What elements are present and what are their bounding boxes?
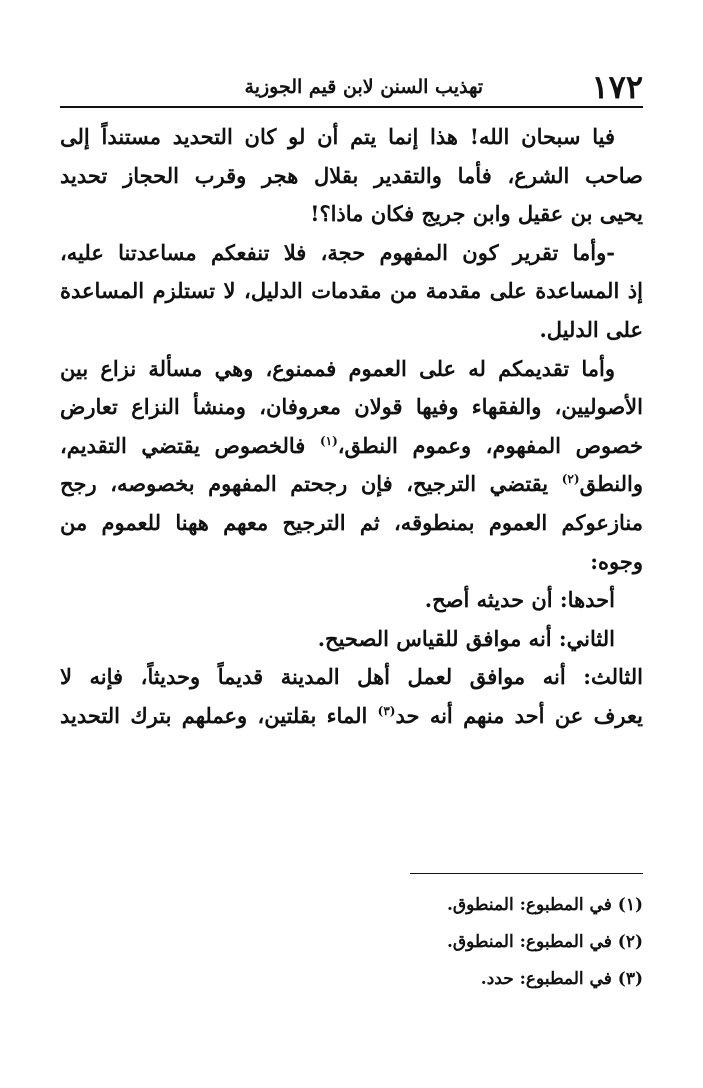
footnote-ref-3[interactable]: (٣) [377, 703, 396, 718]
text-segment: يعرف عن أحد منهم أنه حد [395, 702, 643, 728]
text-line: فيا سبحان الله! هذا إنما يتم أن لو كان التحديد مستنداً إلى [60, 124, 615, 149]
paragraph-1 [60, 118, 643, 234]
body-text [60, 118, 643, 736]
text-line: أحدها: أن حديثه أصح. [424, 587, 615, 613]
text-segment: والنطق [579, 471, 644, 497]
text-line: -وأما تقرير كون المفهوم حجة، فلا تنفعكم مساعدتنا عليه، [60, 239, 615, 265]
paragraph-6 [60, 658, 643, 735]
footnote-divider [410, 873, 643, 874]
text-line [60, 465, 643, 504]
text-segment: خصوص المفهوم، وعموم النطق، [337, 432, 644, 458]
text-line: منازعوكم العموم بمنطوقه، ثم الترجيح معهم ههنا للعموم من [60, 509, 643, 535]
footnote-2: (٢) في المطبوع: المنطوق. [447, 932, 643, 952]
paragraph-5 [60, 620, 643, 659]
text-line: وجوه: [590, 548, 643, 574]
text-line: الأصوليين، والفقهاء وفيها قولان معروفان، ومنشأ النزاع تعارض [60, 394, 643, 420]
footnote-ref-2[interactable]: (٢) [561, 472, 580, 487]
footnote-ref-1[interactable]: (١) [319, 433, 338, 448]
text-segment: فالخصوص يقتضي التقديم، [60, 432, 306, 458]
text-line: الثاني: أنه موافق للقياس الصحيح. [317, 625, 615, 651]
paragraph-2 [60, 234, 643, 350]
text-line: يحيى بن عقيل وابن جريج فكان ماذا؟! [310, 201, 643, 227]
text-line [60, 427, 643, 466]
paragraph-4 [60, 581, 643, 620]
text-line [60, 697, 643, 736]
text-segment: الماء بقلتين، وعملهم بترك التحديد [60, 702, 368, 728]
text-line: وأما تقديمكم له على العموم فممنوع، وهي مسألة نزاع بين [60, 355, 615, 381]
footnote-1: (١) في المطبوع: المنطوق. [447, 895, 643, 915]
running-title: تهذيب السنن لابن قيم الجوزية [244, 76, 483, 98]
text-line: الثالث: أنه موافق لعمل أهل المدينة قديماً وحديثاً، فإنه لا [60, 664, 643, 690]
page-header [60, 68, 643, 108]
text-line: إذ المساعدة على مقدمة من مقدمات الدليل، لا تستلزم المساعدة [60, 278, 643, 304]
footnotes [60, 887, 643, 998]
text-line: صاحب الشرع، فأما والتقدير بقلال هجر وقرب الحجاز تحديد [60, 162, 643, 188]
text-line: على الدليل. [539, 316, 643, 342]
page-number: ١٧٢ [591, 68, 643, 106]
text-segment: يقتضي الترجيح، فإن رجحتم المفهوم بخصوصه، رجح [60, 471, 549, 497]
paragraph-3 [60, 350, 643, 582]
footnote-3: (٣) في المطبوع: حدد. [480, 969, 643, 989]
